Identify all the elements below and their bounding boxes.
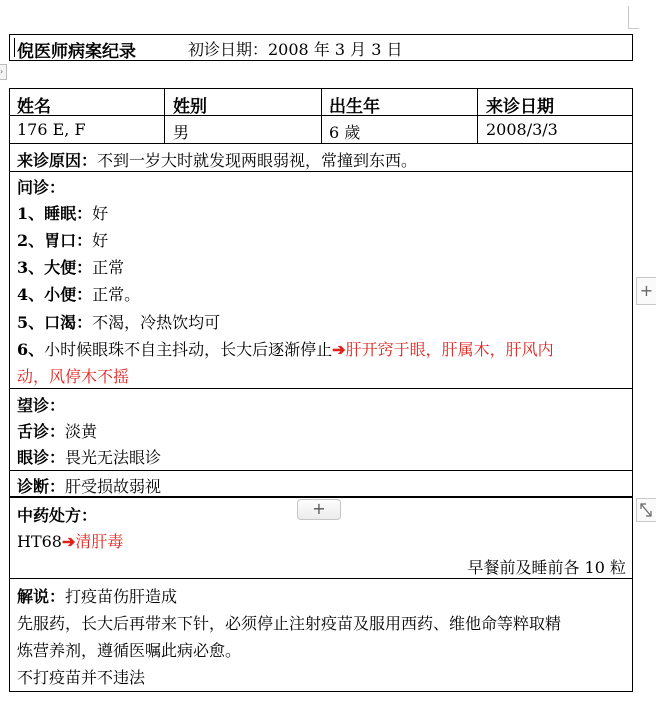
page-title: 倪医师病案纪录 bbox=[17, 42, 136, 62]
arrow-icon: ➔ bbox=[61, 532, 76, 551]
observation-section bbox=[9, 388, 633, 471]
corner-mark bbox=[628, 6, 639, 29]
explanation-line-1: 解说：打疫苗伤肝造成 bbox=[17, 587, 178, 606]
tongue-diagnosis: 舌诊：淡黄 bbox=[17, 422, 98, 441]
diagnosis-line: 诊断：肝受损故弱视 bbox=[17, 477, 162, 496]
plus-icon: + bbox=[639, 281, 654, 300]
reason-row bbox=[9, 143, 633, 172]
eye-diagnosis: 眼诊：畏光无法眼诊 bbox=[17, 448, 162, 467]
dosage-instructions: 早餐前及睡前各 10 粒 bbox=[467, 558, 626, 577]
header-box bbox=[9, 34, 633, 61]
value-name: 176 E, F bbox=[17, 120, 86, 139]
resize-handle[interactable] bbox=[636, 498, 656, 522]
header-gender: 姓别 bbox=[173, 97, 207, 117]
prescription-section bbox=[9, 497, 633, 579]
value-gender: 男 bbox=[173, 123, 190, 142]
reason-line bbox=[17, 148, 417, 171]
explanation-line-2: 先服药，长大后再带来下针，必须停止注射疫苗及服用西药、维他命等粹取精 bbox=[17, 614, 562, 633]
text-cursor bbox=[14, 38, 15, 57]
inquiry-item: 5、口渴：不渴，冷热饮均可 bbox=[17, 313, 221, 332]
prescription-title: 中药处方： bbox=[17, 506, 98, 525]
explanation-line-3: 炼营养剂，遵循医嘱此病必愈。 bbox=[17, 641, 242, 660]
first-visit-date: 初诊日期：2008 年 3 月 3 日 bbox=[188, 40, 403, 59]
inquiry-item: 1、睡眠：好 bbox=[17, 204, 109, 223]
header-birth-year: 出生年 bbox=[329, 97, 380, 117]
inquiry-item-6: 6、小时候眼珠不自主抖动，长大后逐渐停止➔肝开窍于眼，肝属木，肝风内 bbox=[17, 340, 554, 359]
patient-table bbox=[9, 88, 633, 144]
reason-label: 来诊原因： bbox=[17, 151, 98, 170]
reason-text: 不到一岁大时就发现两眼弱视，常撞到东西。 bbox=[97, 151, 418, 170]
value-visit-date: 2008/3/3 bbox=[486, 120, 558, 139]
resize-diagonal-icon bbox=[637, 499, 655, 521]
inquiry-section bbox=[9, 171, 633, 389]
explanation-section bbox=[9, 578, 633, 692]
header-name: 姓名 bbox=[17, 97, 51, 117]
inquiry-item-6-continued: 动，风停木不摇 bbox=[17, 367, 130, 386]
plus-icon: + bbox=[312, 499, 326, 518]
prescription-formula: HT68➔清肝毒 bbox=[17, 532, 124, 551]
arrow-icon: ➔ bbox=[332, 340, 346, 359]
add-column-button[interactable] bbox=[636, 277, 656, 305]
diagnosis-row bbox=[9, 470, 633, 498]
inquiry-item: 4、小便：正常。 bbox=[17, 285, 141, 304]
inquiry-item: 2、胃口：好 bbox=[17, 231, 109, 250]
inquiry-title: 问诊： bbox=[17, 178, 66, 197]
value-birth-year: 6 歲 bbox=[329, 123, 361, 142]
inquiry-item: 3、大便：正常 bbox=[17, 258, 125, 277]
table-move-handle[interactable]: › bbox=[0, 64, 7, 80]
observation-title: 望诊： bbox=[17, 396, 66, 415]
explanation-line-4: 不打疫苗并不违法 bbox=[17, 668, 146, 687]
header-visit-date: 来诊日期 bbox=[486, 97, 554, 117]
